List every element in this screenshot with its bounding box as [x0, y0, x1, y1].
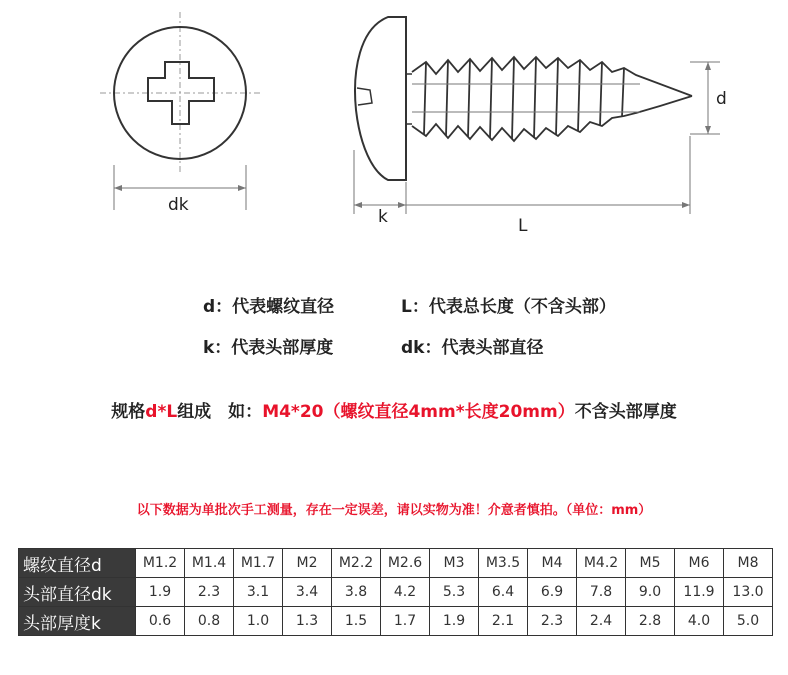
table-cell: 2.1 [479, 607, 528, 636]
table-cell: 11.9 [675, 578, 724, 607]
table-cell: M8 [724, 549, 773, 578]
table-cell: M5 [626, 549, 675, 578]
d-label: d [716, 89, 727, 109]
table-row [19, 549, 773, 578]
table-cell: 6.4 [479, 578, 528, 607]
table-cell: M2.6 [381, 549, 430, 578]
table-row [19, 578, 773, 607]
table-cell: 3.8 [332, 578, 381, 607]
table-cell: 4.2 [381, 578, 430, 607]
spec-tail: 不含头部厚度 [574, 402, 677, 422]
table-cell: 1.7 [381, 607, 430, 636]
table-cell: 0.6 [136, 607, 185, 636]
table-cell: 7.8 [577, 578, 626, 607]
table-cell: M2 [283, 549, 332, 578]
table-cell: M6 [675, 549, 724, 578]
table-cell: 3.1 [234, 578, 283, 607]
size-table [18, 548, 773, 636]
table-cell: 9.0 [626, 578, 675, 607]
table-cell: 1.9 [430, 607, 479, 636]
table-cell: M4 [528, 549, 577, 578]
L-label: L [518, 216, 528, 236]
row-header: 头部直径dk [19, 578, 136, 607]
table-cell: 2.8 [626, 607, 675, 636]
table-cell: M1.7 [234, 549, 283, 578]
legend-d: d：代表螺纹直径 [203, 297, 335, 317]
row-header: 头部厚度k [19, 607, 136, 636]
measurement-notice: 以下数据为单批次手工测量，存在一定误差，请以实物为准！介意者慎拍。（单位：mm） [136, 503, 652, 518]
spec-prefix: 规格 [111, 402, 146, 422]
table-cell: M1.4 [185, 549, 234, 578]
head-top-view [100, 12, 262, 215]
table-cell: M2.2 [332, 549, 381, 578]
table-cell: 6.9 [528, 578, 577, 607]
row-header: 螺纹直径d [19, 549, 136, 578]
spec-suffix: 组成 如： [177, 402, 263, 422]
table-cell: 5.3 [430, 578, 479, 607]
table-cell: M3.5 [479, 549, 528, 578]
spec-line [0, 397, 788, 422]
legend-L: L：代表总长度（不含头部） [401, 297, 616, 317]
spec-formula: d*L [145, 402, 178, 422]
k-label: k [378, 207, 388, 227]
table-cell: 2.4 [577, 607, 626, 636]
table-cell: 1.0 [234, 607, 283, 636]
table-cell: 5.0 [724, 607, 773, 636]
table-row [19, 607, 773, 636]
legend-dk: dk：代表头部直径 [401, 338, 544, 358]
legend-k: k：代表头部厚度 [203, 338, 334, 358]
table-cell: M3 [430, 549, 479, 578]
table-cell: 3.4 [283, 578, 332, 607]
table-cell: 0.8 [185, 607, 234, 636]
table-cell: 1.5 [332, 607, 381, 636]
spec-example: M4*20（螺纹直径4mm*长度20mm） [262, 402, 575, 422]
table-cell: 2.3 [528, 607, 577, 636]
table-cell: 1.3 [283, 607, 332, 636]
size-table-body [19, 549, 773, 636]
table-cell: 13.0 [724, 578, 773, 607]
table-cell: 1.9 [136, 578, 185, 607]
screw-side-view [354, 17, 727, 236]
table-cell: M4.2 [577, 549, 626, 578]
screw-diagram [0, 0, 788, 250]
dk-label: dk [168, 195, 189, 215]
table-cell: M1.2 [136, 549, 185, 578]
table-cell: 4.0 [675, 607, 724, 636]
table-cell: 2.3 [185, 578, 234, 607]
